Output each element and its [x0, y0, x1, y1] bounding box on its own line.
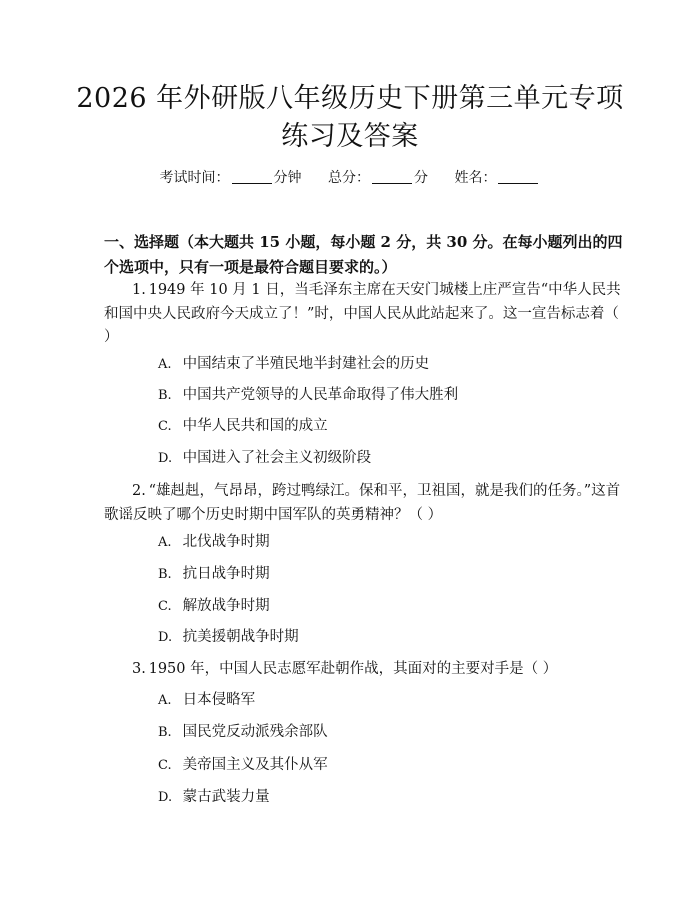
- option-text: 解放战争时期: [182, 598, 270, 614]
- option-3d: [158, 787, 618, 808]
- option-text: 中国结束了半殖民地半封建社会的历史: [182, 356, 430, 372]
- question-text: 1950 年，中国人民志愿军赴朝作战，其面对的主要对手是（ ）: [148, 661, 558, 677]
- option-2d: [158, 627, 618, 648]
- option-text: 美帝国主义及其仆从军: [182, 757, 328, 773]
- question-number: 2.: [132, 483, 146, 499]
- question-3: [104, 658, 628, 682]
- total-score-blank: [372, 169, 412, 184]
- exam-time-field: [160, 168, 302, 188]
- exam-title-line2: 练习及答案: [281, 121, 419, 152]
- option-text: 国民党反动派残余部队: [182, 724, 328, 740]
- option-2b: [158, 564, 618, 585]
- option-text: 日本侵略军: [182, 692, 256, 708]
- option-letter: B.: [158, 725, 172, 740]
- question-1: [104, 279, 628, 350]
- option-text: 抗美援朝战争时期: [182, 629, 299, 645]
- exam-time-unit: 分钟: [273, 170, 302, 186]
- total-score-label: 总分：: [328, 170, 370, 186]
- option-1d: [158, 448, 618, 469]
- total-score-field: [328, 168, 428, 188]
- question-text: “雄赳赳，气昂昂，跨过鸭绿江。保和平，卫祖国，就是我们的任务。”这首歌谣反映了哪个历史时期中国军队的英勇精神？（ ）: [104, 483, 621, 523]
- option-letter: D.: [158, 790, 173, 805]
- section-heading: 一、选择题（本大题共 15 小题，每小题 2 分，共 30 分。在每小题列出的四个选项中，只有一项是最符合题目要求的。）: [104, 233, 623, 276]
- option-letter: B.: [158, 388, 172, 403]
- student-name-blank: [498, 169, 538, 184]
- option-text: 蒙古武装力量: [182, 789, 270, 805]
- option-letter: A.: [158, 535, 172, 550]
- option-2c: [158, 596, 618, 617]
- option-letter: C.: [158, 599, 172, 614]
- total-score-unit: 分: [414, 170, 428, 186]
- option-text: 中国共产党领导的人民革命取得了伟大胜利: [182, 387, 459, 403]
- option-3c: [158, 755, 618, 776]
- option-text: 中国进入了社会主义初级阶段: [182, 450, 372, 466]
- exam-time-blank: [232, 169, 272, 184]
- option-letter: D.: [158, 451, 173, 466]
- option-1b: [158, 385, 618, 406]
- student-name-field: [454, 168, 540, 188]
- option-letter: C.: [158, 758, 172, 773]
- option-1a: [158, 354, 618, 375]
- question-2: [104, 480, 628, 527]
- exam-info-row: [0, 168, 700, 188]
- option-letter: A.: [158, 693, 172, 708]
- option-letter: C.: [158, 419, 172, 434]
- student-name-label: 姓名：: [454, 170, 497, 186]
- option-letter: B.: [158, 567, 172, 582]
- option-text: 抗日战争时期: [182, 566, 270, 582]
- exam-title-line1: 2026 年外研版八年级历史下册第三单元专项: [76, 83, 624, 114]
- option-text: 中华人民共和国的成立: [182, 418, 328, 434]
- option-2a: [158, 532, 618, 553]
- question-number: 3.: [132, 661, 146, 677]
- question-number: 1.: [132, 282, 146, 298]
- question-text: 1949 年 10 月 1 日，当毛泽东主席在天安门城楼上庄严宣告“中华人民共和国中央人民政府今天成立了！”时，中国人民从此站起来了。这一宣告标志着（ ）: [104, 282, 621, 345]
- option-letter: D.: [158, 630, 173, 645]
- option-letter: A.: [158, 357, 172, 372]
- option-3b: [158, 722, 618, 743]
- option-3a: [158, 690, 618, 711]
- exam-time-label: 考试时间：: [159, 170, 230, 186]
- option-text: 北伐战争时期: [182, 534, 270, 550]
- option-1c: [158, 416, 618, 437]
